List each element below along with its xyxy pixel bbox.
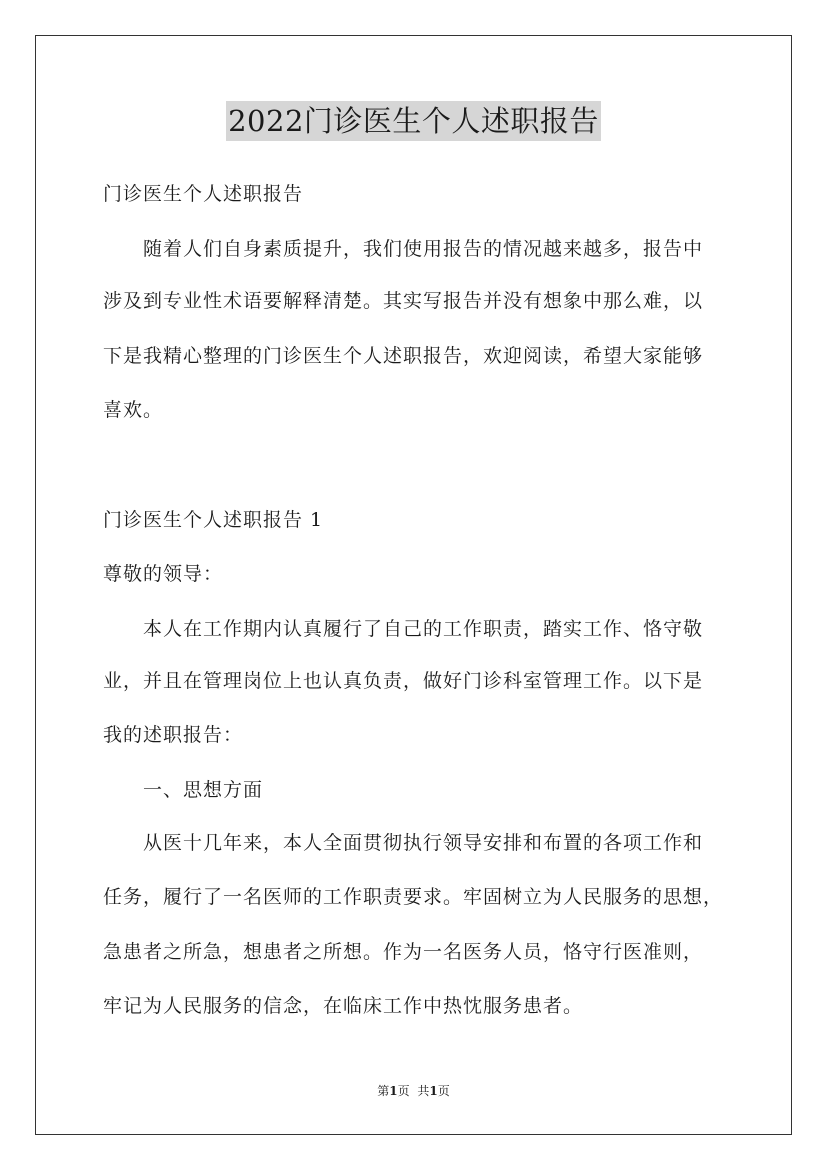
total-pages: 1	[429, 1084, 438, 1098]
section-heading: 门诊医生个人述职报告 1	[103, 509, 324, 531]
paragraph-line: 从医十几年来，本人全面贯彻执行领导安排和布置的各项工作和	[103, 832, 704, 854]
paragraph-line: 随着人们自身素质提升，我们使用报告的情况越来越多，报告中	[103, 238, 704, 260]
paragraph-line: 涉及到专业性术语要解释清楚。其实写报告并没有想象中那么难，以	[103, 290, 704, 312]
paragraph-line: 我的述职报告：	[103, 724, 244, 746]
paragraph-line: 本人在工作期内认真履行了自己的工作职责，踏实工作、恪守敬	[103, 618, 704, 640]
paragraph-line: 喜欢。	[103, 399, 164, 421]
page-unit: 页	[397, 1084, 410, 1098]
page-number: 1	[389, 1084, 398, 1098]
paragraph-line: 下是我精心整理的门诊医生个人述职报告，欢迎阅读，希望大家能够	[103, 345, 704, 367]
salutation: 尊敬的领导：	[103, 563, 224, 585]
paragraph-line: 业，并且在管理岗位上也认真负责，做好门诊科室管理工作。以下是	[103, 670, 704, 692]
page-label: 第	[377, 1084, 390, 1098]
title-container	[0, 101, 827, 141]
intro-heading: 门诊医生个人述职报告	[103, 183, 304, 205]
total-unit: 页	[437, 1084, 450, 1098]
paragraph-line: 任务，履行了一名医师的工作职责要求。牢固树立为人民服务的思想，	[103, 886, 724, 908]
document-title: 2022门诊医生个人述职报告	[226, 101, 601, 141]
paragraph-line: 牢记为人民服务的信念，在临床工作中热忱服务患者。	[103, 995, 584, 1017]
total-label: 共	[417, 1084, 430, 1098]
paragraph-line: 急患者之所急，想患者之所想。作为一名医务人员，恪守行医准则，	[103, 941, 704, 963]
page-footer	[0, 1083, 827, 1099]
subsection-heading: 一、思想方面	[103, 779, 264, 801]
